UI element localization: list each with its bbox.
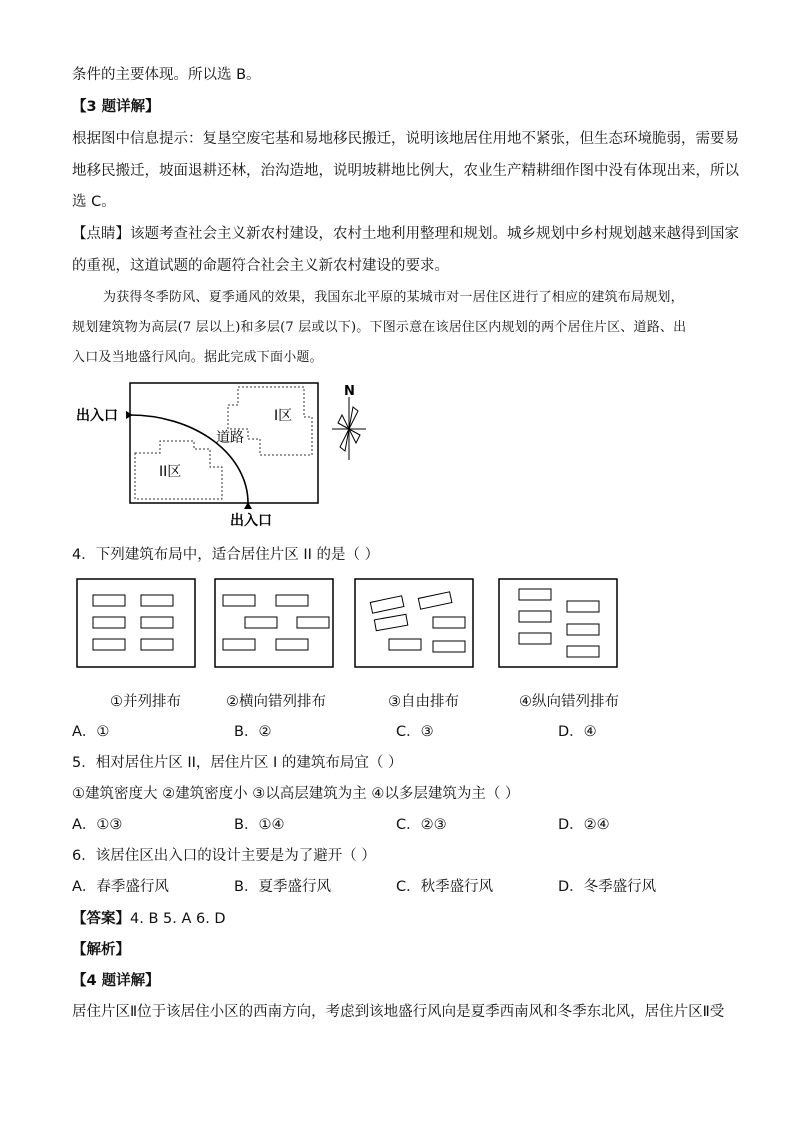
zone-ii-label: II区: [159, 464, 182, 480]
wind-rose-sw-petal: [340, 429, 349, 451]
layout-parallel-diagram: [77, 579, 195, 667]
heading-q4-detail: 【4 题详解】: [72, 973, 160, 989]
q5-option-b: B．①④: [234, 817, 285, 833]
q5-stem: 5．相对居住片区 II，居住片区 I 的建筑布局宜（ ）: [72, 755, 403, 771]
analysis-label: 【解析】: [72, 942, 130, 958]
q5-option-d: D．②④: [558, 817, 610, 833]
wind-rose-ne-petal: [349, 407, 358, 429]
paragraph-q3-line1: 根据图中信息提示：复垦空废宅基和易地移民搬迁，说明该地居住用地不紧张，但生态环境脆弱，需要易: [72, 131, 739, 147]
layout-label-2: ②横向错列排布: [226, 694, 326, 710]
answer-label: 【答案】: [72, 911, 130, 927]
layout-label-3: ③自由排布: [388, 694, 459, 710]
paragraph-q3-line2: 地移民搬迁，坡面退耕还林，治沟造地，说明坡耕地比例大，农业生产精耕细作图中没有体现出来，所以: [72, 163, 739, 179]
q5-option-c: C．②③: [396, 817, 447, 833]
layout-label-4: ④纵向错列排布: [519, 694, 619, 710]
paragraph-conclusion: 条件的主要体现。所以选 B。: [72, 67, 261, 83]
q4-option-c: C．③: [396, 724, 434, 740]
q5-option-a: A．①③: [72, 817, 123, 833]
analysis-text: 居住片区Ⅱ位于该居住小区的西南方向，考虑到该地盛行风向是夏季西南风和冬季东北风，居住片区Ⅱ受: [72, 1004, 725, 1020]
answer-value: 4. B 5. A 6. D: [130, 911, 226, 927]
q4-stem: 4．下列建筑布局中，适合居住片区 II 的是（ ）: [72, 547, 380, 563]
intro-line2: 规划建筑物为高层(7 层以上)和多层(7 层或以下)。下图示意在该居住区内规划的两个居住片区、道路、出: [72, 320, 687, 335]
north-label: N: [344, 384, 355, 399]
q6-option-d: D．冬季盛行风: [558, 879, 657, 895]
q6-option-c: C．秋季盛行风: [396, 879, 494, 895]
q4-option-d: D．④: [558, 724, 597, 740]
paragraph-q3-line3: 选 C。: [72, 194, 116, 210]
answer-line: [72, 909, 226, 929]
road-label: 道路: [216, 430, 244, 446]
entrance-bottom-label: 出入口: [230, 513, 272, 529]
q5-items: ①建筑密度大 ②建筑密度小 ③以高层建筑为主 ④以多层建筑为主（ ）: [72, 786, 520, 802]
layout-label-1: ①并列排布: [110, 694, 181, 710]
intro-line3: 入口及当地盛行风向。据此完成下面小题。: [72, 350, 323, 365]
intro-line1: 为获得冬季防风、夏季通风的效果，我国东北平原的某城市对一居住区进行了相应的建筑布局规划，: [103, 290, 684, 305]
q6-option-a: A．春季盛行风: [72, 879, 169, 895]
q4-option-b: B．②: [234, 724, 272, 740]
q6-option-b: B．夏季盛行风: [234, 879, 331, 895]
layout-horizontal-staggered-diagram: [215, 579, 333, 667]
entrance-left-label: 出入口: [76, 408, 118, 424]
layout-vertical-staggered-diagram: [499, 579, 617, 667]
wind-rose-nw-petal: [338, 415, 349, 429]
layout-free-diagram: [355, 579, 473, 667]
heading-q3-detail: 【3 题详解】: [72, 99, 160, 115]
zone-i-label: I区: [274, 408, 293, 424]
paragraph-dianjing-line2: 的重视，这道试题的命题符合社会主义新农村建设的要求。: [72, 258, 449, 274]
wind-rose-se-petal: [349, 429, 360, 443]
building-layout-diagrams: [75, 577, 625, 669]
residential-area-map: [70, 375, 380, 535]
paragraph-dianjing-line1: 【点睛】该题考查社会主义新农村建设，农村土地利用整理和规划。城乡规划中乡村规划越来越得到国家: [72, 226, 739, 242]
q4-option-a: A．①: [72, 724, 110, 740]
q6-stem: 6．该居住区出入口的设计主要是为了避开（ ）: [72, 848, 376, 864]
road-curve: [130, 415, 248, 503]
